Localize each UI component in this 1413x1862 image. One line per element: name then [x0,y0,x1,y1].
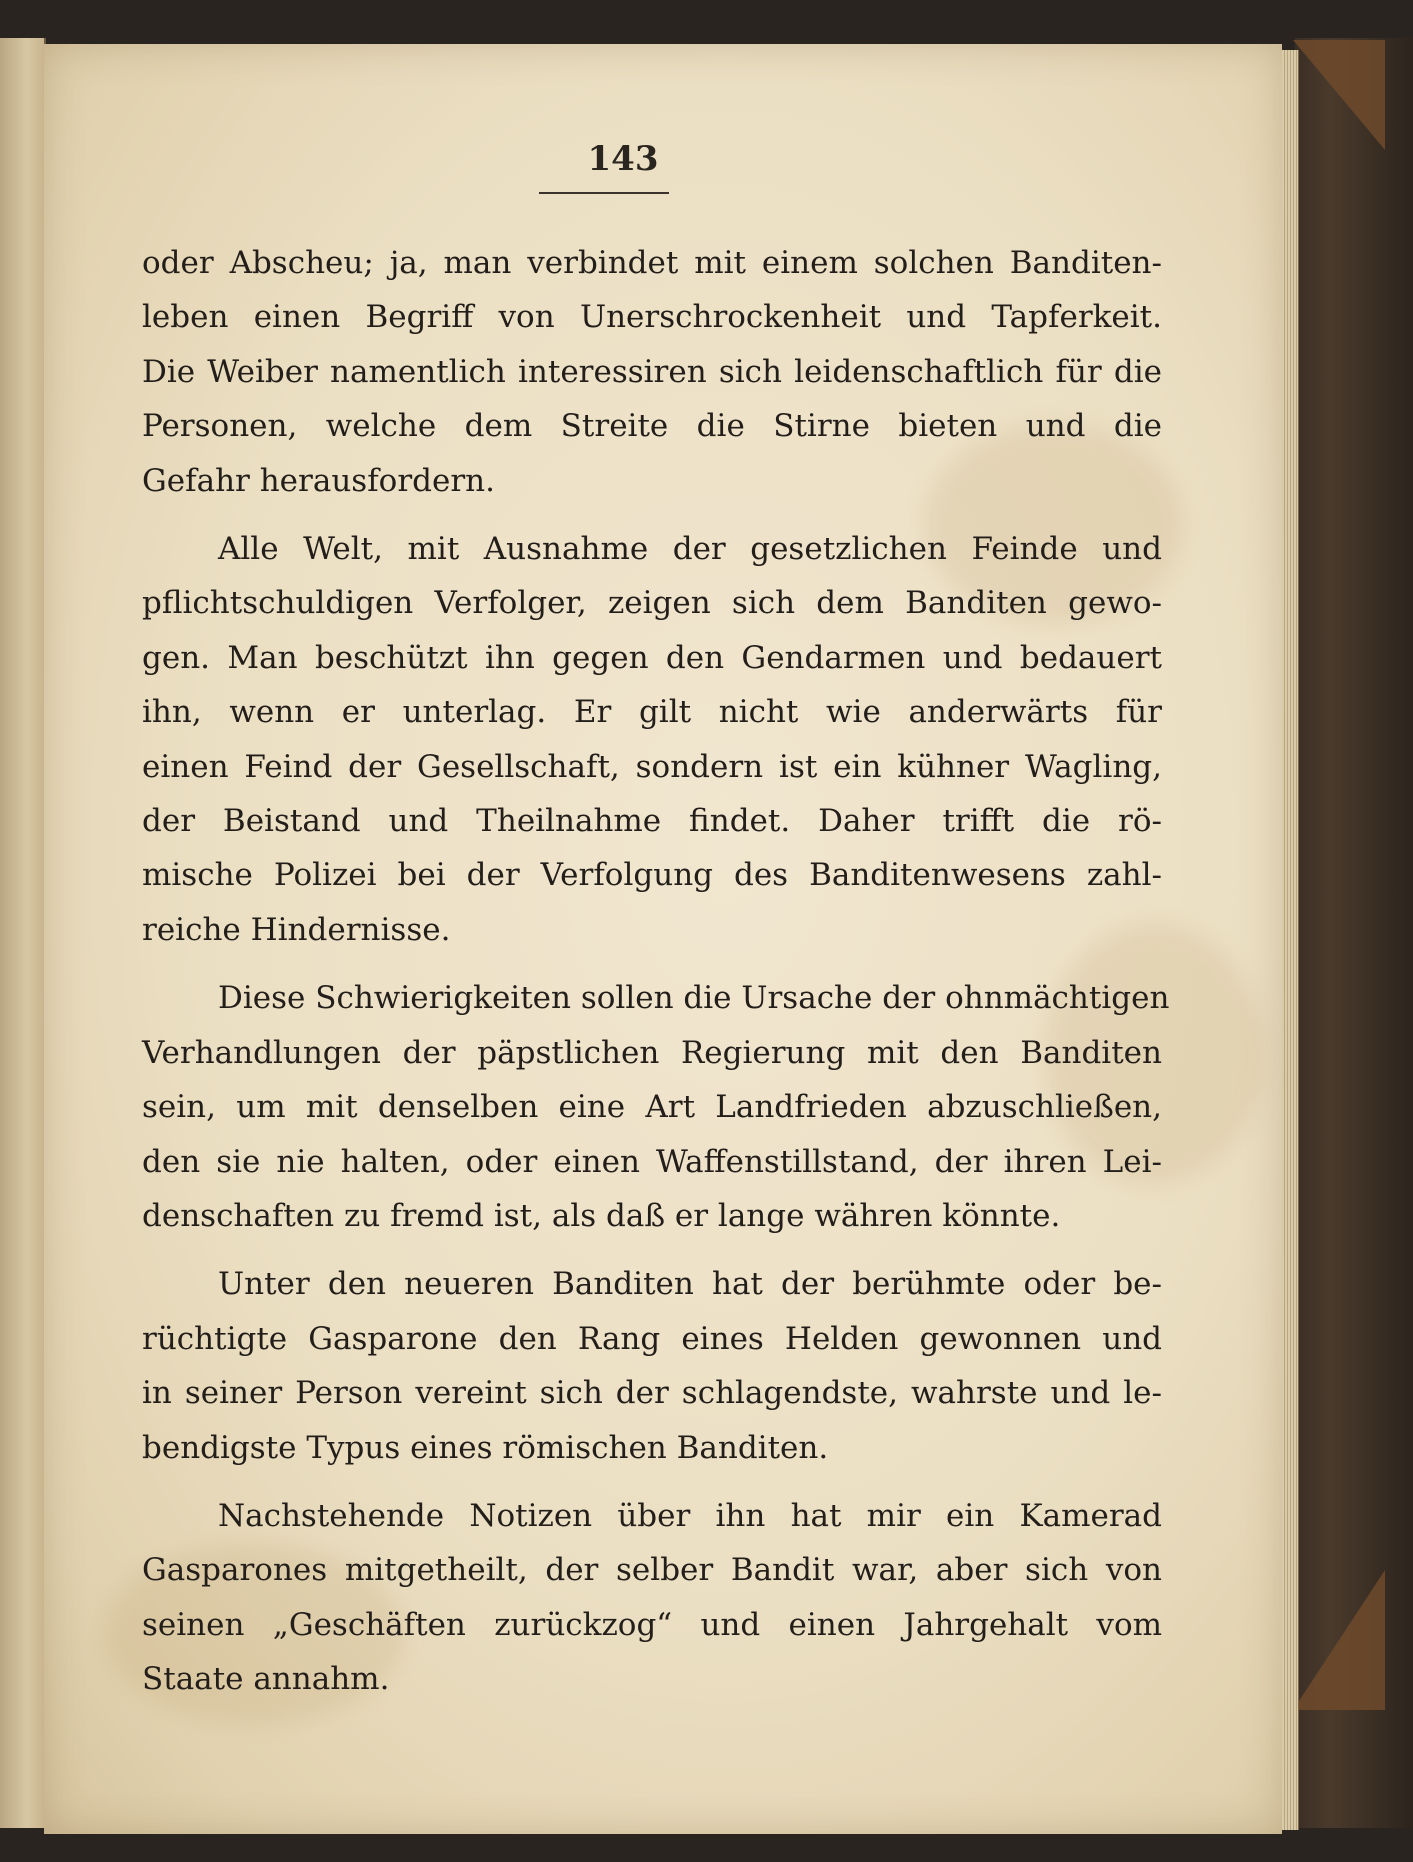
text-line: denschaften zu fremd ist, als daß er lange währen könnte. [142,1197,1061,1234]
text-line: Nachstehende Notizen über ihn hat mir ein Kamerad [218,1497,1162,1534]
text-line: Die Weiber namentlich interessiren sich leidenschaftlich für die [142,353,1162,390]
text-line: Alle Welt, mit Ausnahme der gesetzlichen Feinde und [218,531,1162,568]
binding-board [1295,38,1413,1828]
text-line: Gasparones mitgetheilt, der selber Bandit war, aber sich von [142,1552,1162,1589]
page-number: 143 [587,139,659,179]
text-line: Unter den neueren Banditen hat der berühmte oder be- [218,1266,1162,1303]
book-page [44,44,1282,1834]
text-line: rüchtigte Gasparone den Rang eines Helden gewonnen und [142,1320,1162,1357]
header-rule [539,192,669,194]
paragraph-5 [142,1489,1162,1707]
paragraph-4 [142,1257,1162,1475]
text-line: mische Polizei bei der Verfolgung des Banditenwesens zahl- [142,857,1162,894]
page-block-edges [1282,50,1299,1830]
page-body [142,236,1170,1721]
text-line: der Beistand und Theilnahme findet. Daher trifft die rö- [142,803,1162,840]
text-line: Gefahr herausfordern. [142,462,495,499]
facing-page-edge [0,38,46,1828]
text-line: bendigste Typus eines römischen Banditen. [142,1429,829,1466]
text-line: einen Feind der Gesellschaft, sondern ist ein kühner Wagling, [142,748,1162,785]
paragraph-2 [142,522,1162,957]
text-line: in seiner Person vereint sich der schlagendste, wahrste und le- [142,1375,1162,1412]
text-line: Staate annahm. [142,1661,390,1698]
text-line: Diese Schwierigkeiten sollen die Ursache der ohnmächtigen [218,980,1170,1017]
text-line: seinen „Geschäften zurückzog“ und einen Jahrgehalt vom [142,1606,1162,1643]
text-line: oder Abscheu; ja, man verbindet mit einem solchen Banditen- [142,245,1162,281]
paragraph-1 [142,236,1162,508]
paragraph-3 [142,971,1170,1243]
text-line: den sie nie halten, oder einen Waffenstillstand, der ihren Lei- [142,1143,1162,1180]
text-line: pflichtschuldigen Verfolger, zeigen sich dem Banditen gewo- [142,585,1162,622]
text-line: Verhandlungen der päpstlichen Regierung mit den Banditen [142,1034,1162,1071]
text-line: sein, um mit denselben eine Art Landfrieden abzuschließen, [142,1089,1162,1126]
text-line: ihn, wenn er unterlag. Er gilt nicht wie anderwärts für [142,694,1162,731]
text-line: Personen, welche dem Streite die Stirne bieten und die [142,408,1162,445]
text-line: gen. Man beschützt ihn gegen den Gendarmen und bedauert [142,639,1162,676]
text-line: leben einen Begriff von Unerschrockenheit und Tapferkeit. [142,299,1162,336]
text-line: reiche Hindernisse. [142,911,451,948]
